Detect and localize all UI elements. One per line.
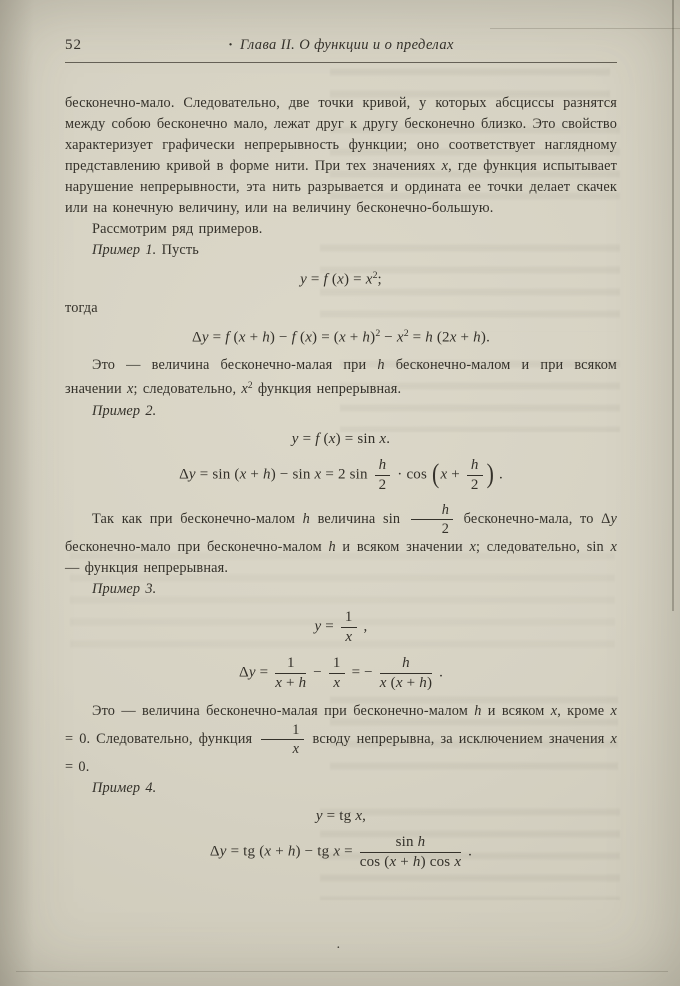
formula-example-3-function: y = $\frac{1}{x}$ , [314,609,368,646]
ink-dot-artifact: · [228,37,234,53]
fraction: $\frac{1}{x}$ [341,609,357,646]
example-3-label: Пример 3. [92,581,157,598]
body-text [65,93,617,870]
running-head [65,36,617,60]
example-1-label: Пример 1. Пусть [92,242,199,258]
page-content [65,36,617,879]
formula-example-1-increment: Δy = f (x + h) − f $(x) = (x + h)^2 - x^2 = h$ (2x + h). [191,327,491,346]
fraction: $\frac{h}{2}$ [411,502,453,537]
formula-example-4-function: y = tg x, [315,807,367,824]
example-4-label: Пример 4. [92,779,157,796]
paragraph-example-1-conclusion: Это — величина бесконечно-малая при h бесконечно-малом и при всяком значении x; следовательно, $x^2$ функция непрерывная. [65,357,617,398]
page-edge-top [490,28,680,29]
page-number: 52 [65,37,82,53]
fraction: $\frac{h}{2}$ [467,457,483,494]
paragraph-then: тогда [65,299,98,316]
ink-dot-artifact: · [336,941,341,956]
chapter-title-text: Глава II. О функции и о пределах [240,37,454,53]
formula-example-4-increment: Δy = tg (x + h) − tg x = $\frac{\text{sin h}}{\text{cos (x + h) cos x}}$ . [209,833,473,870]
paragraph-intro: бесконечно-мало. Следовательно, две точки кривой, у которых абсциссы разнятся между собою бесконечно мало, лежат друг к другу бесконечно близко. Это свойство характеризует графически непрерывность функции; оно соответствует наглядному представлению кривой в форме нити. При тех значениях x, где функция испытывает нарушение непрерывности, эта нить разрывается и ордината ее точки делает скачек или на конечную величину, или на величину бесконечно-большую. [65,95,618,216]
fraction: $\frac{\text{sin h}}{\text{cos (x + h) cos x}}$ [359,833,462,870]
fraction: $\frac{1}{x + h}$ [275,655,307,691]
formula-example-1-function: y = f $(x) = x^2$; [300,270,382,288]
formula-example-2-increment: Δy = sin (x + h) − sin x = 2 sin $\frac{h}{2}$ · cos (x + $\frac{h}{2}$ ) . [179,456,503,493]
example-2-label: Пример 2. [92,402,157,419]
binding-shadow [0,0,34,986]
paragraph-examples-intro: Рассмотрим ряд примеров. [92,221,263,237]
formula-example-3-increment: Δy = $\frac{1}{x + h}$ − $\frac{1}{x}$ = − $\frac{h}{x (x + h)}$ . [238,655,444,691]
formula-example-2-function: y = f (x) = sin x. [291,430,391,447]
page-edge-bottom [16,971,668,972]
paragraph-example-3-conclusion: Это — величина бесконечно-малая при бесконечно-малом h и всяком x, кроме x = 0. Следовательно, функция $\frac{1}{x}$ всюду непрерывна, за исключением значения x = 0. [65,702,617,775]
fraction: $\frac{1}{x}$ [329,655,345,692]
header-rule [65,62,617,63]
fraction: $\frac{h}{x (x + h)}$ [379,655,433,691]
page-edge-right [672,0,674,611]
paragraph-example-2-conclusion: Так как при бесконечно-малом h величина sin $\frac{h}{2}$ бесконечно-мала, то Δy бесконечно-мало при бесконечно-малом h и всяком значении x; следовательно, sin x — функция непрерывная. [65,502,617,577]
fraction: $\frac{h}{2}$ [375,457,391,494]
chapter-title [65,37,617,54]
fraction: $\frac{1}{x}$ [261,722,303,757]
